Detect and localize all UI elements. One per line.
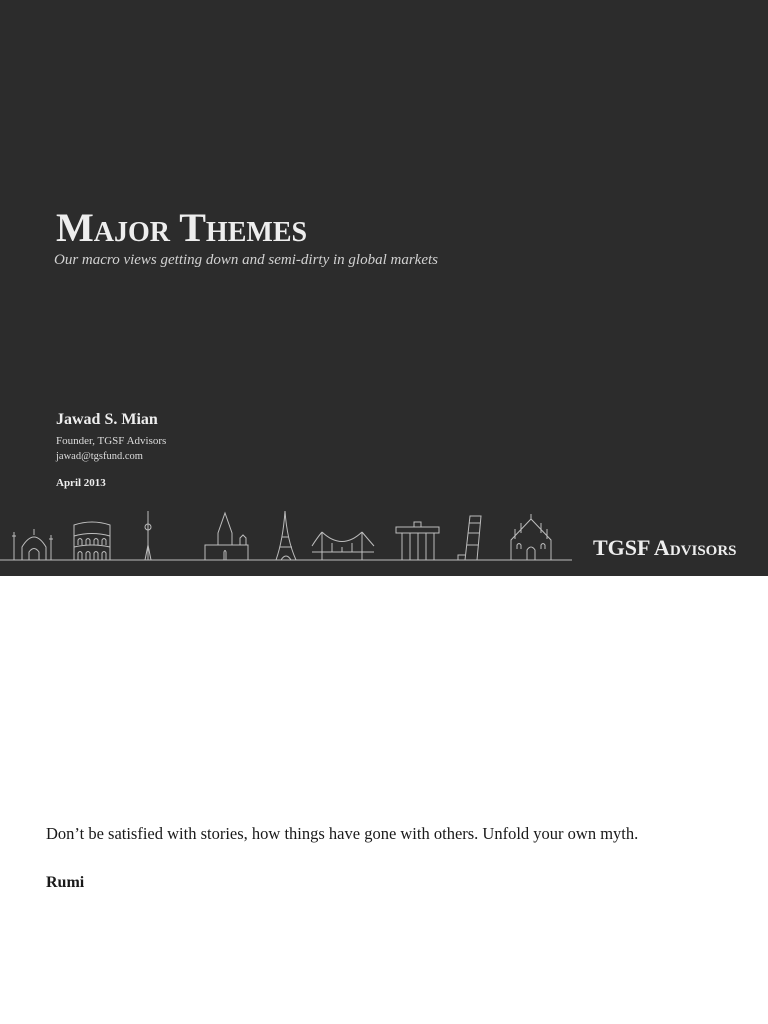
skyline-illustration	[0, 505, 576, 565]
brand-name: TGSF Advisors	[593, 535, 737, 560]
cover-subtitle: Our macro views getting down and semi-dirty in global markets	[54, 252, 438, 268]
landmark-brandenburg-gate	[396, 522, 439, 560]
cover-title: Major Themes	[56, 205, 308, 250]
landmark-taj-mahal	[12, 529, 53, 560]
landmark-eiffel-tower	[276, 511, 296, 560]
landmark-leaning-tower	[458, 516, 481, 560]
author-email: jawad@tgsfund.com	[56, 451, 143, 462]
author-name: Jawad S. Mian	[56, 411, 158, 428]
epigraph-quote: Don’t be satisfied with stories, how things have gone with others. Unfold your own myth.	[46, 824, 639, 843]
landmark-church	[205, 513, 248, 560]
author-role: Founder, TGSF Advisors	[56, 435, 167, 447]
quote-attribution: Rumi	[46, 874, 85, 891]
publication-date: April 2013	[56, 477, 106, 489]
landmark-colosseum	[74, 522, 110, 560]
landmark-cathedral	[511, 514, 551, 560]
landmark-bridge	[312, 532, 374, 560]
landmark-tv-tower	[145, 511, 151, 560]
